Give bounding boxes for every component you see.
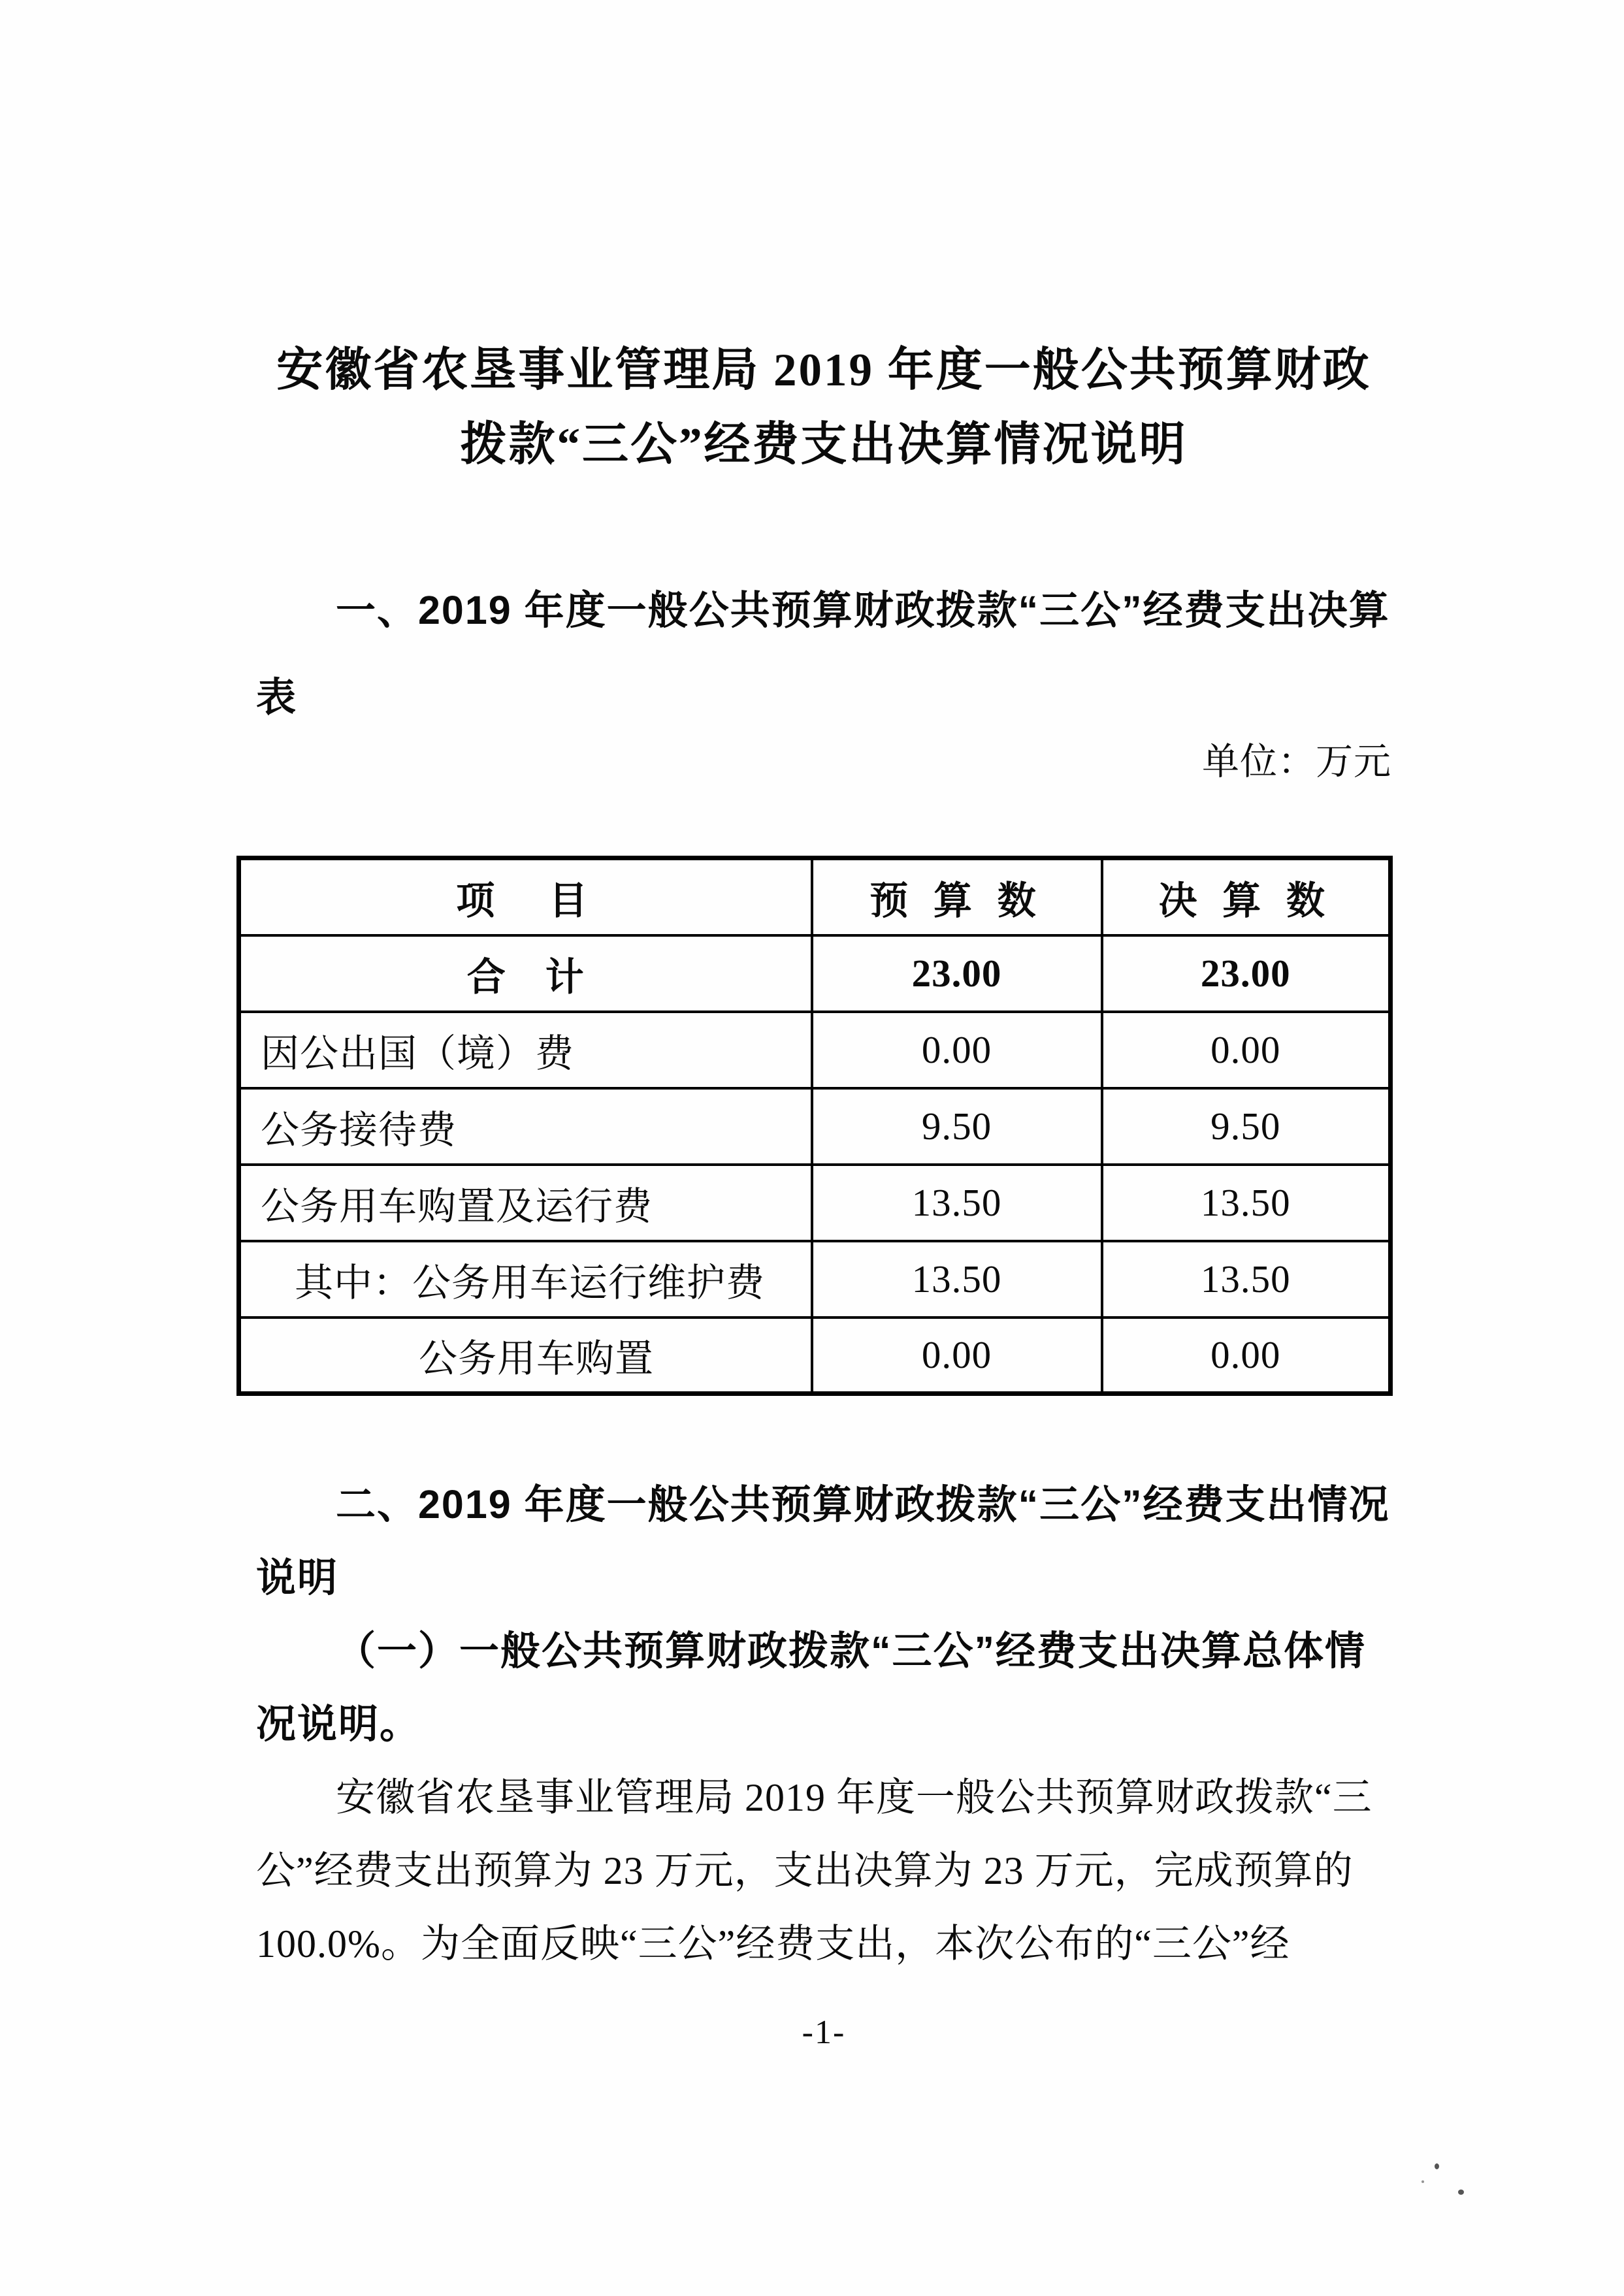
table-unit-label: 单位：万元 bbox=[1202, 741, 1391, 783]
cell-final-value: 23.00 bbox=[1102, 935, 1391, 1012]
three-public-expense-table bbox=[236, 856, 1393, 1396]
paragraph-line1: 安徽省农垦事业管理局 2019 年度一般公共预算财政拨款“三 bbox=[336, 1776, 1372, 1819]
cell-budget-value: 0.00 bbox=[812, 1012, 1102, 1088]
paragraph-line3: 100.0%。为全面反映“三公”经费支出，本次公布的“三公”经 bbox=[256, 1922, 1290, 1965]
section1-heading-line2: 表 bbox=[256, 675, 298, 719]
cell-final-value: 0.00 bbox=[1102, 1318, 1391, 1394]
cell-item-label: 公务用车购置 bbox=[239, 1318, 812, 1394]
table-header-row bbox=[239, 858, 1391, 935]
col-header-budget: 预 算 数 bbox=[812, 858, 1102, 935]
table-row-vehicle-purchase bbox=[239, 1318, 1391, 1394]
section1-heading-line1: 一、2019 年度一般公共预算财政拨款“三公”经费支出决算 bbox=[336, 588, 1390, 632]
subsection1-heading-line2: 况说明。 bbox=[256, 1702, 421, 1746]
cell-item-label: 其中：公务用车运行维护费 bbox=[239, 1241, 812, 1318]
cell-final-value: 9.50 bbox=[1102, 1088, 1391, 1165]
cell-budget-value: 23.00 bbox=[812, 935, 1102, 1012]
col-header-final: 决 算 数 bbox=[1102, 858, 1391, 935]
page-number: -1- bbox=[802, 2014, 846, 2051]
document-title-line1: 安徽省农垦事业管理局 2019 年度一般公共预算财政 bbox=[276, 345, 1371, 396]
scan-speckle bbox=[1458, 2190, 1464, 2195]
document-title-line2: 拨款“三公”经费支出决算情况说明 bbox=[460, 419, 1188, 470]
cell-item-label: 公务接待费 bbox=[239, 1088, 812, 1165]
cell-budget-value: 13.50 bbox=[812, 1165, 1102, 1241]
cell-item-label: 因公出国（境）费 bbox=[239, 1012, 812, 1088]
table-row-reception bbox=[239, 1088, 1391, 1165]
section2-heading-line1: 二、2019 年度一般公共预算财政拨款“三公”经费支出情况 bbox=[336, 1482, 1390, 1527]
paragraph-line2: 公”经费支出预算为 23 万元，支出决算为 23 万元，完成预算的 bbox=[256, 1849, 1354, 1892]
scan-speckle bbox=[1421, 2180, 1424, 2183]
cell-item-label: 合 计 bbox=[239, 935, 812, 1012]
cell-budget-value: 13.50 bbox=[812, 1241, 1102, 1318]
cell-budget-value: 9.50 bbox=[812, 1088, 1102, 1165]
cell-final-value: 13.50 bbox=[1102, 1241, 1391, 1318]
cell-budget-value: 0.00 bbox=[812, 1318, 1102, 1394]
col-header-item: 项 目 bbox=[239, 858, 812, 935]
table-row-abroad bbox=[239, 1012, 1391, 1088]
table-row-total bbox=[239, 935, 1391, 1012]
section2-heading-line2: 说明 bbox=[256, 1555, 339, 1600]
cell-item-label: 公务用车购置及运行费 bbox=[239, 1165, 812, 1241]
table-row-vehicle-total bbox=[239, 1165, 1391, 1241]
cell-final-value: 13.50 bbox=[1102, 1165, 1391, 1241]
scan-speckle bbox=[1435, 2163, 1439, 2169]
subsection1-heading-line1: （一）一般公共预算财政拨款“三公”经费支出决算总体情 bbox=[336, 1628, 1367, 1673]
cell-final-value: 0.00 bbox=[1102, 1012, 1391, 1088]
table-row-vehicle-operation bbox=[239, 1241, 1391, 1318]
